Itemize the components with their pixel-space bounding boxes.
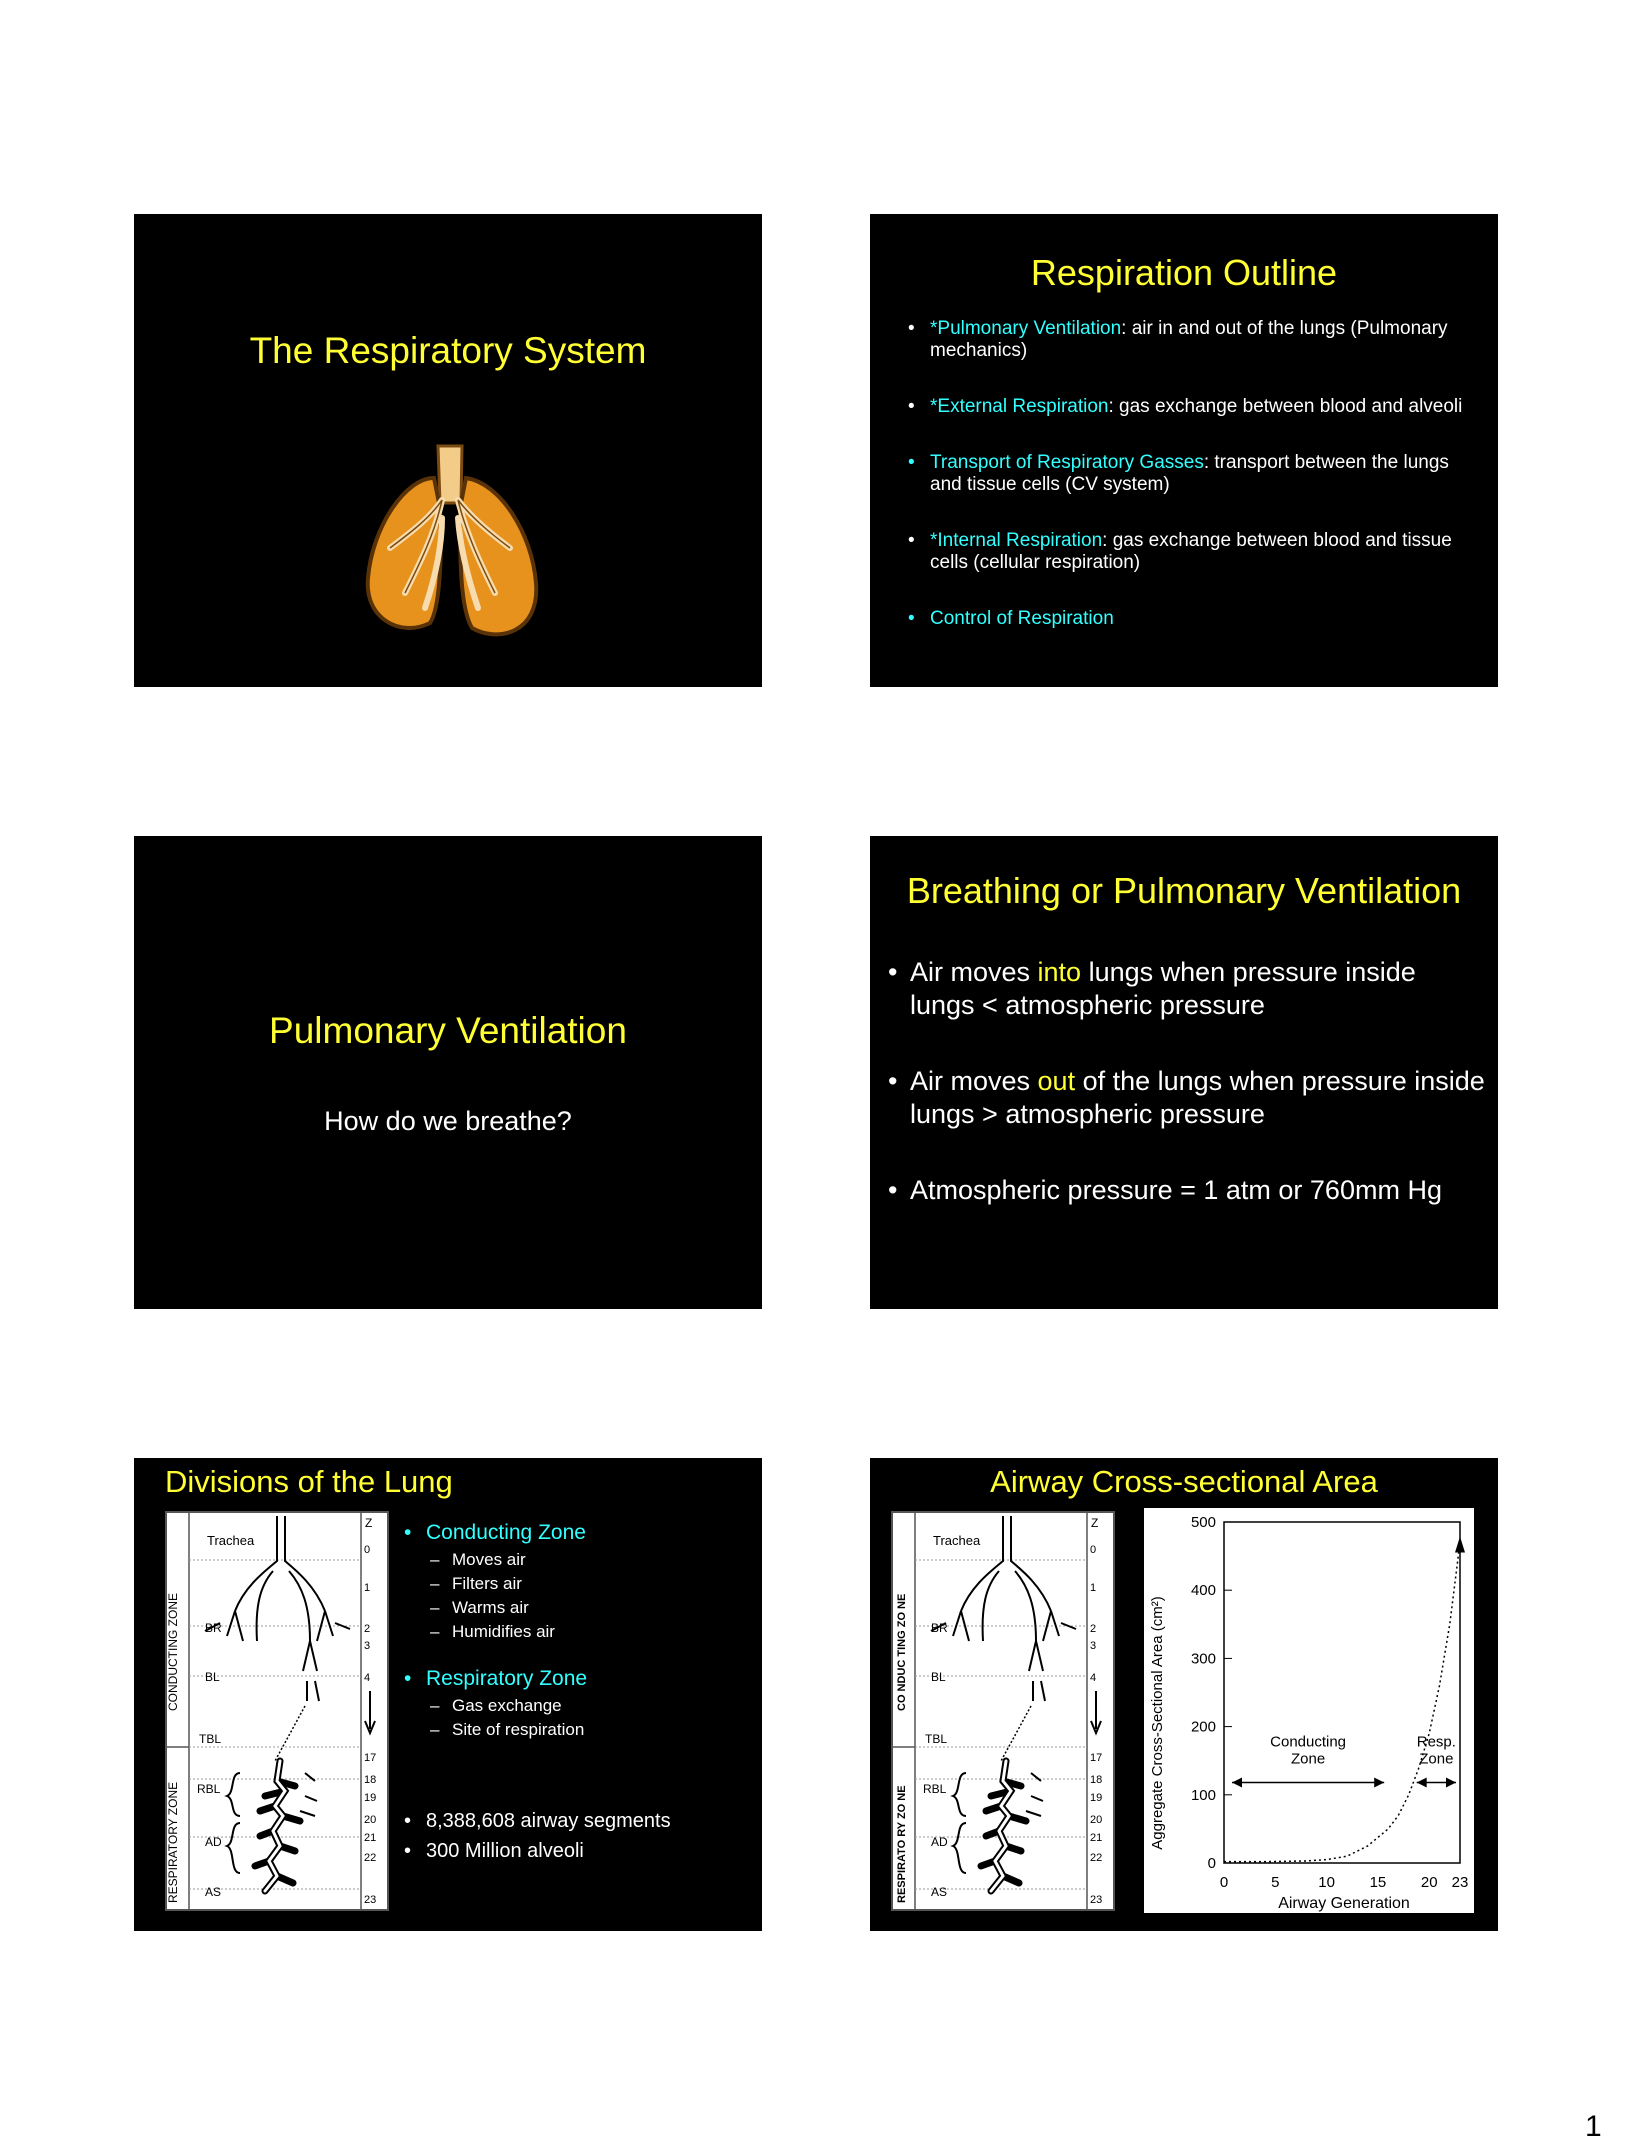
slide-title: Respiration Outline: [1030, 252, 1338, 293]
facts-list: [402, 1806, 752, 1866]
y-tick-label: 400: [1190, 1582, 1216, 1600]
y-axis-label: Aggregate Cross-Sectional Area (cm²): [1149, 1596, 1166, 1850]
y-tick-label: 100: [1190, 1786, 1216, 1804]
airway-diagram: [165, 1511, 389, 1911]
slide-4: [870, 836, 1498, 1309]
gen-label: 0: [364, 1544, 371, 1556]
slide-title: Pulmonary Ventilation: [269, 1010, 627, 1051]
y-tick-label: 0: [1207, 1855, 1216, 1872]
respiratory-zone-label: RESPIRATORY ZONE: [166, 1781, 180, 1903]
list-item: • Conducting Zone – Moves air – Filters air – Warms air – Humidifies air: [402, 1520, 752, 1644]
slide-6: [870, 1458, 1498, 1931]
slide-1: [134, 214, 762, 687]
annotation-arrowhead: [1417, 1778, 1427, 1788]
structure-label: BR: [931, 1621, 948, 1635]
structure-label: BL: [205, 1670, 220, 1684]
x-tick-label: 5: [1271, 1874, 1280, 1891]
gen-label: 21: [364, 1832, 377, 1844]
slide-title: Airway Cross-sectional Area: [990, 1464, 1378, 1499]
trachea-label: Trachea: [933, 1533, 981, 1548]
gen-label: 18: [364, 1774, 377, 1786]
x-tick-label: 15: [1369, 1874, 1387, 1891]
conducting-zone-label: CONDUCTING ZONE: [166, 1593, 180, 1711]
annotation-arrowhead: [1374, 1778, 1384, 1788]
slide-3: [134, 836, 762, 1309]
structure-label: AS: [931, 1885, 948, 1899]
page-number: 1: [1585, 2110, 1602, 2143]
x-tick-label: 0: [1219, 1874, 1229, 1891]
annotation-arrowhead: [1232, 1778, 1242, 1788]
gen-label: 20: [364, 1814, 377, 1826]
z-label: Z: [365, 1516, 373, 1530]
gen-label: 0: [1090, 1544, 1097, 1556]
z-label: Z: [1091, 1516, 1099, 1530]
respiratory-zone-label: RESPIRATO RY ZO NE: [896, 1785, 908, 1903]
list-item: – Gas exchange: [428, 1694, 752, 1718]
slide-2: [870, 214, 1498, 687]
gen-label: 3: [1090, 1640, 1097, 1652]
zones-list: [402, 1520, 752, 1742]
gen-label: 21: [1090, 1832, 1103, 1844]
list-item: • *Pulmonary Ventilation: air in and out of the lungs (Pulmonary mechanics): [906, 318, 1476, 362]
airway-diagram: [891, 1511, 1115, 1911]
slide-5: [134, 1458, 762, 1931]
structure-label: AS: [205, 1885, 222, 1899]
x-axis-label: Airway Generation: [1278, 1895, 1410, 1912]
structure-label: TBL: [199, 1732, 222, 1746]
x-tick-label: 10: [1318, 1874, 1335, 1891]
structure-label: TBL: [925, 1732, 948, 1746]
gen-label: 2: [364, 1623, 371, 1635]
list-item: • Atmospheric pressure = 1 atm or 760mm Hg: [886, 1174, 1486, 1207]
list-item: • 300 Million alveoli: [402, 1836, 752, 1866]
x-tick-label: 23: [1451, 1874, 1469, 1891]
list-item: • 8,388,608 airway segments: [402, 1806, 752, 1836]
list-item: • *External Respiration: gas exchange between blood and alveoli: [906, 396, 1476, 418]
y-tick-label: 500: [1190, 1514, 1216, 1531]
plot-frame: [1224, 1522, 1460, 1863]
airway-area-chart: [1144, 1508, 1474, 1913]
gen-label: 4: [364, 1672, 371, 1684]
list-item: – Warms air: [428, 1596, 752, 1620]
gen-label: 20: [1090, 1814, 1103, 1826]
list-item: • Control of Respiration: [906, 608, 1476, 630]
gen-label: 22: [364, 1852, 377, 1864]
conducting-zone-label: CO NDUC TING ZO NE: [896, 1593, 908, 1711]
slide-title: Breathing or Pulmonary Ventilation: [906, 870, 1462, 911]
annotation-arrowhead: [1446, 1778, 1456, 1788]
list-item: – Humidifies air: [428, 1620, 752, 1644]
conducting-zone-annotation: Conducting Zone: [1270, 1733, 1347, 1768]
list-item: – Moves air: [428, 1548, 752, 1572]
gen-label: 23: [364, 1894, 377, 1906]
gen-label: 23: [1090, 1894, 1103, 1906]
list-item: • Transport of Respiratory Gasses: transport between the lungs and tissue cells (CV system): [906, 452, 1476, 496]
ventilation-list: [886, 956, 1486, 1250]
gen-label: 2: [1090, 1623, 1097, 1635]
slide-title: The Respiratory System: [249, 330, 647, 371]
slide-title: Divisions of the Lung: [165, 1464, 453, 1499]
structure-label: AD: [931, 1835, 948, 1849]
outline-list: [906, 318, 1476, 664]
gen-label: 22: [1090, 1852, 1103, 1864]
structure-label: RBL: [197, 1782, 221, 1796]
y-tick-label: 200: [1190, 1718, 1216, 1736]
gen-label: 17: [1090, 1752, 1103, 1764]
y-tick-label: 300: [1190, 1650, 1216, 1668]
gen-label: 18: [1090, 1774, 1103, 1786]
gen-label: 1: [1090, 1582, 1097, 1594]
series-line: [1224, 1542, 1460, 1861]
list-item: – Filters air: [428, 1572, 752, 1596]
gen-label: 17: [364, 1752, 377, 1764]
list-item: • *Internal Respiration: gas exchange between blood and tissue cells (cellular respiration): [906, 530, 1476, 574]
list-item: – Site of respiration: [428, 1718, 752, 1742]
slide-subtitle: How do we breathe?: [324, 1106, 572, 1136]
gen-label: 19: [364, 1792, 377, 1804]
lungs-icon: [360, 438, 540, 648]
list-item: • Air moves out of the lungs when pressure inside lungs > atmospheric pressure: [886, 1065, 1486, 1131]
curve-arrowhead: [1455, 1536, 1465, 1552]
structure-label: BL: [931, 1670, 946, 1684]
x-tick-label: 20: [1420, 1874, 1438, 1891]
list-item: • Respiratory Zone – Gas exchange – Site of respiration: [402, 1666, 752, 1742]
structure-label: BR: [205, 1621, 222, 1635]
structure-label: RBL: [923, 1782, 947, 1796]
structure-label: AD: [205, 1835, 222, 1849]
gen-label: 19: [1090, 1792, 1103, 1804]
list-item: • Air moves into lungs when pressure inside lungs < atmospheric pressure: [886, 956, 1486, 1022]
gen-label: 3: [364, 1640, 371, 1652]
trachea-label: Trachea: [207, 1533, 255, 1548]
resp-zone-annotation: Resp. Zone: [1416, 1733, 1456, 1768]
gen-label: 4: [1090, 1672, 1097, 1684]
gen-label: 1: [364, 1582, 371, 1594]
